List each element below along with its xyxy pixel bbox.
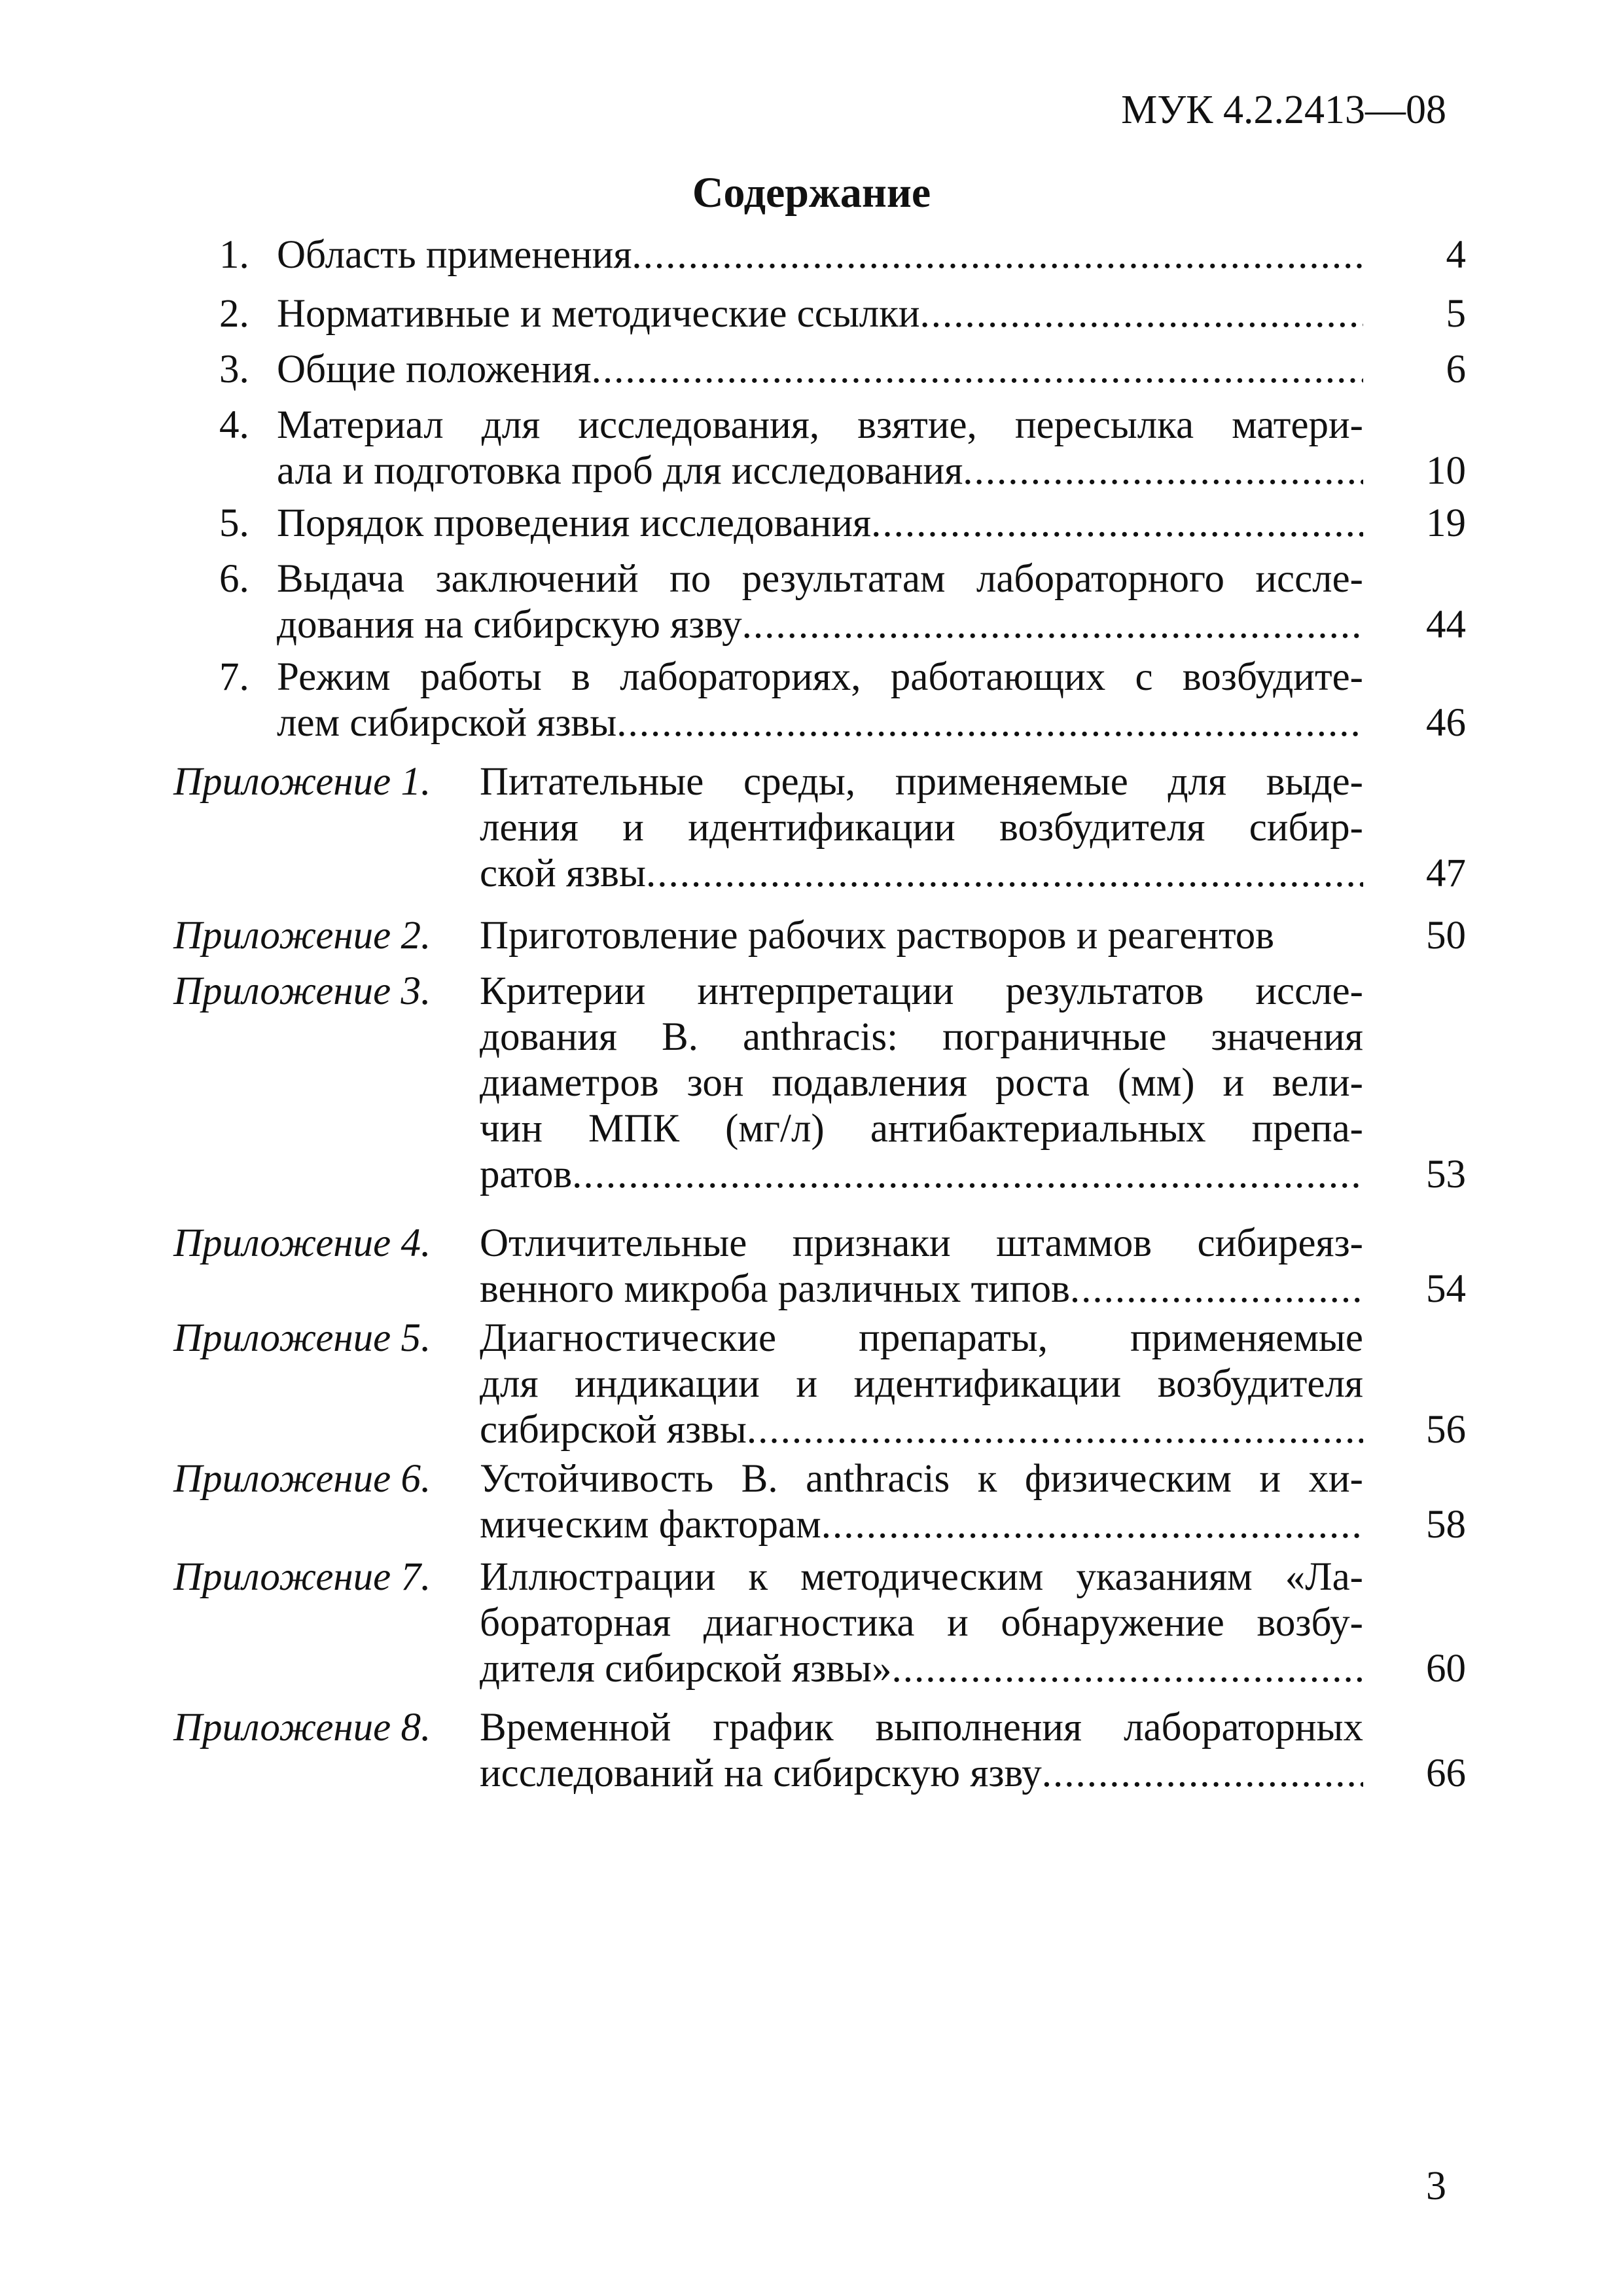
entry-title-text: Общие положения [277, 348, 592, 391]
dot-leader [821, 1502, 1363, 1548]
section-number: 1. [219, 233, 249, 277]
toc-appendix-entry[interactable] [173, 1316, 1466, 1453]
entry-title [480, 1316, 1363, 1453]
toc-section-entry[interactable] [173, 501, 1466, 547]
appendix-label: Приложение 8. [173, 1706, 431, 1749]
entry-title-line: Иллюстрации к методическим указаниям «Ла- [480, 1555, 1363, 1599]
dot-leader [616, 700, 1363, 746]
entry-title-text: исследований на сибирскую язву [480, 1751, 1042, 1795]
entry-title-text: ской язвы [480, 852, 646, 895]
toc-section-entry[interactable] [173, 291, 1466, 337]
entry-title-line: Выдача заключений по результатам лабораторного иссле- [277, 557, 1363, 601]
entry-title [277, 232, 1363, 278]
entry-title-text: сибирской язвы [480, 1408, 747, 1452]
entry-title-text: дителя сибирской язвы» [480, 1647, 892, 1691]
toc-appendix-entry[interactable] [173, 1705, 1466, 1797]
section-number: 5. [219, 501, 249, 545]
page-reference: 56 [1426, 1408, 1466, 1452]
document-code: МУК 4.2.2413—08 [1121, 88, 1446, 132]
entry-title-line: для индикации и идентификации возбудителя [480, 1362, 1363, 1406]
toc-appendix-entry[interactable] [173, 1456, 1466, 1548]
entry-title-line: ления и идентификации возбудителя сибир- [480, 806, 1363, 850]
page-reference: 19 [1426, 501, 1466, 545]
section-number: 7. [219, 655, 249, 699]
dot-leader [742, 602, 1363, 648]
entry-title-line [480, 1646, 1363, 1692]
entry-title-line [480, 851, 1363, 897]
entry-title [277, 291, 1363, 337]
entry-title-line: Отличительные признаки штаммов сибиреяз- [480, 1221, 1363, 1265]
page-reference: 53 [1426, 1153, 1466, 1196]
entry-title-line: Диагностические препараты, применяемые [480, 1316, 1363, 1360]
toc-appendix-entry[interactable] [173, 759, 1466, 897]
page-reference: 46 [1426, 701, 1466, 745]
page-reference: 47 [1426, 852, 1466, 895]
entry-title-line [480, 1407, 1363, 1453]
toc-section-entry[interactable] [173, 655, 1466, 746]
entry-title-line [277, 291, 1363, 337]
entry-title-line: Режим работы в лабораториях, работающих с возбудите- [277, 655, 1363, 699]
entry-title-line: дования B. anthracis: пограничные значения [480, 1015, 1363, 1059]
appendix-label: Приложение 2. [173, 914, 431, 958]
entry-title [480, 1221, 1363, 1312]
entry-title [277, 655, 1363, 746]
entry-title-line [480, 1502, 1363, 1548]
toc-appendix-entry[interactable] [173, 913, 1466, 959]
dot-leader [920, 291, 1363, 337]
entry-title-line: чин МПК (мг/л) антибактериальных препа- [480, 1107, 1363, 1151]
section-number: 3. [219, 348, 249, 391]
page-number: 3 [1426, 2164, 1446, 2208]
dot-leader [963, 448, 1363, 494]
section-number: 4. [219, 403, 249, 447]
entry-title-text: ратов [480, 1153, 573, 1196]
entry-title-line [480, 1266, 1363, 1312]
entry-title [480, 1456, 1363, 1548]
entry-title-line [277, 501, 1363, 547]
dot-leader [632, 232, 1363, 278]
entry-title [480, 1554, 1363, 1692]
appendix-label: Приложение 1. [173, 760, 431, 804]
section-number: 6. [219, 557, 249, 601]
toc-section-entry[interactable] [173, 403, 1466, 494]
appendix-label: Приложение 4. [173, 1221, 431, 1265]
entry-title [480, 1705, 1363, 1797]
toc-section-entry[interactable] [173, 232, 1466, 278]
toc-appendix-entry[interactable] [173, 1221, 1466, 1312]
page-reference: 5 [1446, 292, 1466, 336]
entry-title-text: Область применения [277, 233, 632, 277]
entry-title [277, 556, 1363, 648]
entry-title-text: лем сибирской язвы [277, 701, 617, 745]
entry-title-line: бораторная диагностика и обнаружение возбу- [480, 1601, 1363, 1645]
entry-title-line [277, 347, 1363, 393]
appendix-label: Приложение 3. [173, 969, 431, 1013]
dot-leader [646, 851, 1363, 897]
entry-title-line: Временной график выполнения лабораторных [480, 1706, 1363, 1749]
entry-title-text: венного микроба различных типов [480, 1267, 1070, 1311]
entry-title-text: мическим факторам [480, 1503, 821, 1547]
toc-section-entry[interactable] [173, 347, 1466, 393]
entry-title-line: диаметров зон подавления роста (мм) и вели- [480, 1061, 1363, 1105]
entry-title-line [277, 700, 1363, 746]
entry-title [480, 913, 1363, 959]
entry-title-line: Устойчивость B. anthracis к физическим и хи- [480, 1457, 1363, 1501]
entry-title [480, 759, 1363, 897]
entry-title-text: Порядок проведения исследования [277, 501, 872, 545]
dot-leader [892, 1646, 1363, 1692]
toc-section-entry[interactable] [173, 556, 1466, 648]
entry-title-line: Материал для исследования, взятие, пересылка матери- [277, 403, 1363, 447]
entry-title [277, 347, 1363, 393]
dot-leader [1070, 1266, 1363, 1312]
toc-appendix-entry[interactable] [173, 1554, 1466, 1692]
entry-title [480, 969, 1363, 1198]
dot-leader [871, 501, 1363, 547]
appendix-label: Приложение 7. [173, 1555, 431, 1599]
entry-title-line: Питательные среды, применяемые для выде- [480, 760, 1363, 804]
appendix-label: Приложение 6. [173, 1457, 431, 1501]
page-reference: 58 [1426, 1503, 1466, 1547]
page-reference: 60 [1426, 1647, 1466, 1691]
entry-title-text: ала и подготовка проб для исследования [277, 449, 963, 493]
toc-title: Содержание [692, 169, 931, 217]
dot-leader [572, 1152, 1363, 1198]
entry-title-line: Приготовление рабочих растворов и реагентов [480, 914, 1275, 958]
page-reference: 4 [1446, 233, 1466, 277]
appendix-label: Приложение 5. [173, 1316, 431, 1360]
dot-leader [592, 347, 1363, 393]
entry-title-line [480, 1152, 1363, 1198]
entry-title-line: Критерии интерпретации результатов иссле- [480, 969, 1363, 1013]
page-reference: 10 [1426, 449, 1466, 493]
entry-title-line [277, 232, 1363, 278]
entry-title-line [277, 448, 1363, 494]
page-reference: 54 [1426, 1267, 1466, 1311]
page-reference: 6 [1446, 348, 1466, 391]
page-reference: 50 [1426, 914, 1466, 958]
entry-title [277, 403, 1363, 494]
page-reference: 66 [1426, 1751, 1466, 1795]
page-reference: 44 [1426, 603, 1466, 647]
dot-leader [1042, 1751, 1363, 1797]
toc-appendix-entry[interactable] [173, 969, 1466, 1198]
entry-title [277, 501, 1363, 547]
entry-title-line [480, 1751, 1363, 1797]
entry-title-text: Нормативные и методические ссылки [277, 292, 920, 336]
dot-leader [747, 1407, 1363, 1453]
entry-title-text: дования на сибирскую язву [277, 603, 742, 647]
section-number: 2. [219, 292, 249, 336]
entry-title-line [277, 602, 1363, 648]
